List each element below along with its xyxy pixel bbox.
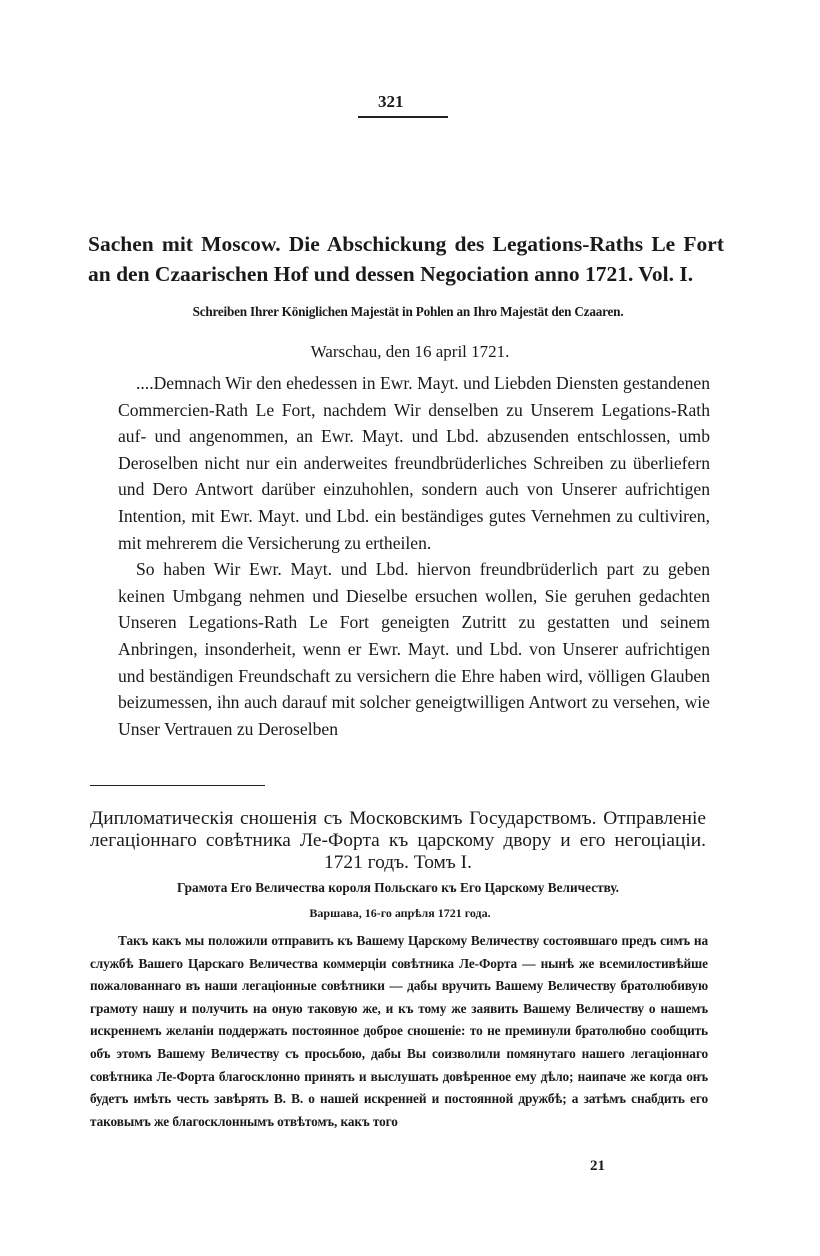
german-paragraph: So haben Wir Ewr. Mayt. und Lbd. hiervon freundbrüderlich part zu geben keinen Umbgang nehmen und Dieselbe ersuchen wollen, Sie geruhen gedachten Unseren Legations-Rath Le Fort geneigten Zutritt zu gestatten und seinem Anbringen, insonderheit, wenn er Ewr. Mayt. und Lbd. von Unserer aufrichtigen und beständigen Freundschaft zu versichern die Ehre haben wird, völligen Glauben beizumessen, ihn auch darauf mit solcher geneigtwilligen Antwort zu versehen, wie Unser Vertrauen zu Deroselben — [118, 559, 710, 739]
russian-letter-body — [90, 930, 708, 1133]
russian-title: Дипломатическія сношенія съ Московскимъ Государствомъ. Отправленіе легаціоннаго совѣтника Ле-Форта къ царскому двору и его негоціаціи. 1721 годъ. Томъ I. — [90, 808, 706, 873]
header-rule — [358, 116, 448, 118]
german-place-date: Warschau, den 16 april 1721. — [310, 342, 510, 361]
russian-letter-heading: Грамота Его Величества короля Польскаго къ Его Царскому Величеству. — [177, 880, 619, 895]
german-letter-body — [118, 370, 710, 742]
german-paragraph: ....Demnach Wir den ehedessen in Ewr. Mayt. und Liebden Diensten gestandenen Commercien-Rath Le Fort, nachdem Wir denselben zu Unserem Legations-Rath auf- und angenommen, an Ewr. Mayt. und Lbd. abzusenden entschlossen, umb Deroselben nicht nur ein anderweites freundbrüderliches Schreiben zu überliefern und Dero Antwort darüber einzuhohlen, sondern auch von Unserer aufrichtigen Intention, mit Ewr. Mayt. und Lbd. ein beständiges gutes Vernehmen zu cultiviren, mit mehrerem die Versicherung zu ertheilen. — [118, 373, 710, 553]
german-letter-heading: Schreiben Ihrer Königlichen Majestät in Pohlen an Ihro Majestät den Czaaren. — [192, 304, 624, 319]
russian-paragraph: Такъ какъ мы положили отправить къ Вашему Царскому Величеству состоявшаго предъ симъ на службѣ Вашего Царскаго Величества коммерціи совѣтника Ле-Форта — нынѣ же всемилостивѣйше пожалованнаго въ наши легаціонные совѣтники — дабы вручить Вашему Величеству братолюбивую грамоту нашу и получить на оную таковую же, и къ тому же заявить Вашему Величеству о нашемъ искреннемъ желаніи поддержать постоянное доброе сношеніе: то не преминули братолюбно сообщить объ этомъ Вашему Величеству съ просьбою, дабы Вы соизволили помянутаго нашего легаціоннаго совѣтника Ле-Форта благосклонно принять и выслушать довѣренное ему дѣло; наипаче же когда онъ будетъ имѣть честь завѣрять В. В. о нашей искренней и постоянной дружбѣ; а затѣмъ снабдить его таковымъ же благосклоннымъ отвѣтомъ, какъ того — [90, 933, 708, 1129]
page-number: 321 — [378, 92, 404, 111]
german-title: Sachen mit Moscow. Die Abschickung des Legations-Raths Le Fort an den Czaarischen Hof und dessen Negociation anno 1721. Vol. I. — [88, 232, 724, 286]
footnote-divider — [90, 785, 265, 786]
russian-place-date: Варшава, 16-го апрѣля 1721 года. — [309, 906, 491, 920]
signature-mark: 21 — [590, 1158, 605, 1174]
